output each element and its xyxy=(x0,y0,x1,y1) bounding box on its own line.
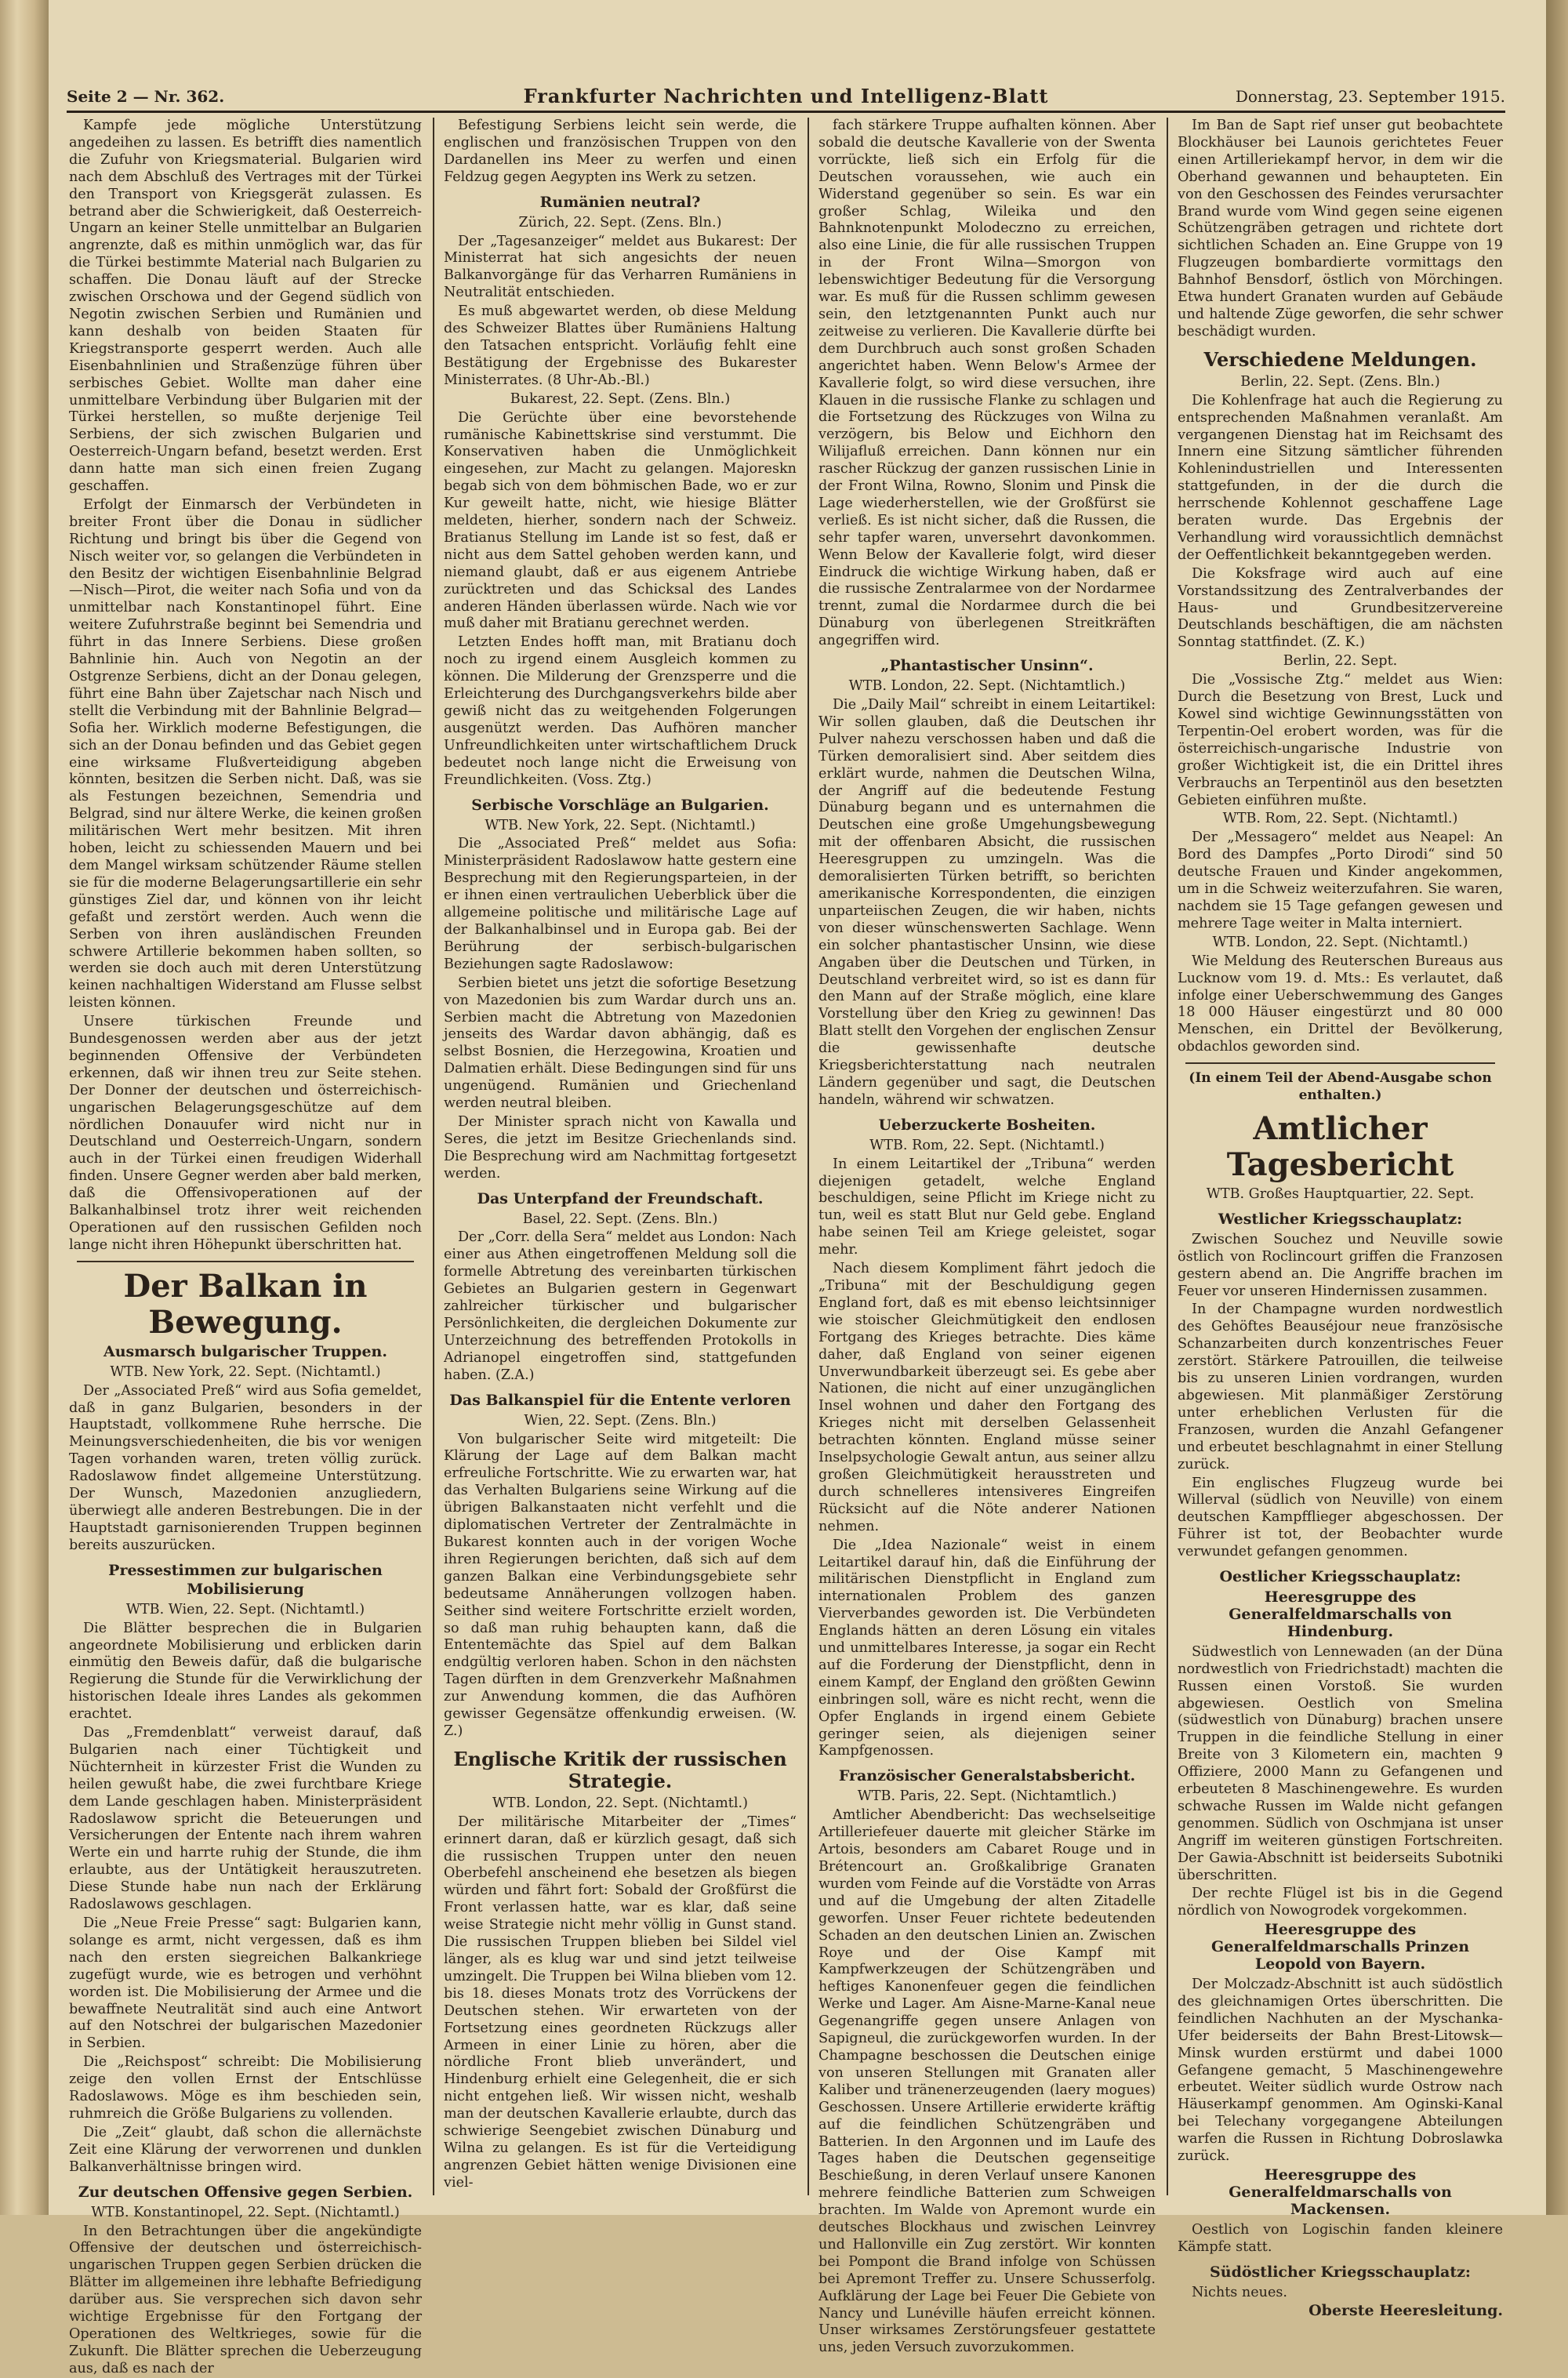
paragraph: Es muß abgewartet werden, ob diese Meldung des Schweizer Blattes über Rumäniens Haltung den Tatsachen entspricht. Vorläufig fehlt eine Bestätigung der Ergebnisse des Bukarester Ministerrates. (8 Uhr-Ab.-Bl.) xyxy=(444,303,797,388)
dateline: Basel, 22. Sept. (Zens. Bln.) xyxy=(522,1211,718,1227)
dateline: WTB. New York, 22. Sept. (Nichtamtl.) xyxy=(485,817,756,833)
paragraph: In einem Leitartikel der „Tribuna“ werden diejenigen getadelt, welche England beschuldigen, seine Pflicht im Kriege nicht zu tun, weil es statt Blut nur Geld gebe. England habe seinen Teil am Kriege geleistet, sogar mehr. xyxy=(818,1156,1156,1258)
paragraph: Zwischen Souchez und Neuville sowie östlich von Roclincourt griffen die Franzosen gestern abend an. Die Angriffe brachen im Feuer vor unseren Hindernissen zusammen. xyxy=(1178,1231,1503,1299)
paragraph: Das „Fremdenblatt“ verweist darauf, daß Bulgarien nach einer Tüchtigkeit und Nüchternheit in kürzester Frist die Wunden zu heilen gewußt habe, die zwei furchtbare Kriege dem Lande geschlagen haben. Ministerpräsident Radoslawow spricht die Beteuerungen und Versicherungen der Entente nach ihrem wahren Werte ein und harrte ruhig der Stunde, die ihm erlaubte, aus der Untätigkeit herauszutreten. Diese Stunde habe nun nach der Erklärung Radoslawows geschlagen. xyxy=(69,1725,422,1913)
paragraph: Die Blätter besprechen die in Bulgarien angeordnete Mobilisierung und erblicken darin einmütig den Beweis dafür, daß die bulgarische Regierung die Stunde für die Verwirklichung der historischen Ideale ihres Landes als gekommen erachtet. xyxy=(69,1620,422,1723)
paragraph: Der rechte Flügel ist bis in die Gegend nördlich von Nowogrodek vorgekommen. xyxy=(1178,1886,1503,1919)
dateline: WTB. Konstantinopel, 22. Sept. (Nichtamtl.) xyxy=(91,2204,400,2220)
paragraph: Der Molczadz-Abschnitt ist auch südöstlich des gleichnamigen Ortes überschritten. Die feindlichen Nachhuten an der Myschanka-Ufer beiderseits der Bahn Brest-Litowsk—Minsk wurden erstürmt und dabei 1000 Gefangene gemacht, 5 Maschinengewehre erbeutet. Weiter südlich wurde Ostrow nach Häuserkampf genommen. Am Oginski-Kanal bei Telechany vorgegangene Abteilungen warfen die Russen in Richtung Dobroslawka zurück. xyxy=(1178,1977,1503,2165)
paragraph: Der „Messagero“ meldet aus Neapel: An Bord des Dampfes „Porto Dirodi“ sind 50 deutsche Frauen und Kinder angekommen, um in die Schweiz weiterzufahren. Sie waren, nachdem sie 15 Tage gefangen gewesen und mehrere Tage weiter in Malta interniert. xyxy=(1178,830,1503,931)
section-heading: Rumänien neutral? xyxy=(539,193,701,211)
column-1 xyxy=(69,118,422,2376)
section-heading: Westlicher Kriegsschauplatz: xyxy=(1218,1210,1463,1228)
dateline: WTB. New York, 22. Sept. (Nichtamtl.) xyxy=(110,1363,381,1380)
dateline: WTB. Rom, 22. Sept. (Nichtamtl.) xyxy=(1222,811,1458,827)
paragraph: Südwestlich von Lennewaden (an der Düna nordwestlich von Friedrichstadt) machten die Russen einen Vorstoß. Sie wurden abgewiesen. Oestlich von Smelina (südwestlich von Dünaburg) brachen unsere Truppen in die feindliche Stellung in einer Breite von 3 Kilometern ein, machten 9 Offiziere, 2000 Mann zu Gefangenen und erbeuteten 8 Maschinengewehre. Es wurden schwache Russen im Walde nicht gefangen genommen. Südlich von Oschmjana ist unser Angriff im weiteren günstigen Fortschreiten. Der Gawia-Abschnitt ist beiderseits Subotniki überschritten. xyxy=(1178,1643,1503,1883)
column-rule xyxy=(1167,118,1168,2195)
paragraph: Die „Vossische Ztg.“ meldet aus Wien: Durch die Besetzung von Brest, Luck und Kowel sind wichtige Gewinnungsstätten von Terpentin-Oel erobert worden, was für die österreichisch-ungarische Industrie von großer Wichtigkeit ist, die ein Drittel ihres Verbrauchs an Terpentinöl aus den besetzten Gebieten einführen mußte. xyxy=(1178,672,1503,808)
headline-tagesbericht: Amtlicher Tagesbericht xyxy=(1226,1109,1454,1183)
dateline: WTB. Wien, 22. Sept. (Nichtamtl.) xyxy=(125,1601,365,1617)
paragraph: In den Betrachtungen über die angekündigte Offensive der deutschen und österreichisch-ungarischen Truppen gegen Serbien drücken die Blätter im allgemeinen ihre lebhafte Befriedigung darüber aus. Sie versprechen sich davon sehr wichtige Ergebnisse für den Fortgang der Operationen des Weltkrieges, sowie für die Zukunft. Die Blätter sprechen die Ueberzeugung aus, daß es nach der xyxy=(69,2223,422,2376)
paragraph: Wie Meldung des Reuterschen Bureaus aus Lucknow vom 19. d. Mts.: Es verlautet, daß infolge einer Ueberschwemmung des Ganges 18 000 Häuser eingestürzt und 80 000 Menschen, ein Drittel der Bevölkerung, obdachlos geworden sind. xyxy=(1178,953,1503,1055)
page-edge xyxy=(1546,0,1568,2215)
paragraph: Der „Associated Preß“ wird aus Sofia gemeldet, daß in ganz Bulgarien, besonders in der Hauptstadt, vollkommene Ruhe herrsche. Die Meinungsverschiedenheiten, die bis vor wenigen Tagen vorhanden waren, treten völlig zurück. Radoslawow findet allgemeine Unterstützung. Der Wunsch, Mazedonien anzugliedern, überwiegt alle anderen Bestrebungen. Die in der Hauptstadt garnisonierenden Truppen beginnen bereits auszurücken. xyxy=(69,1382,422,1553)
paragraph: Die „Zeit“ glaubt, daß schon die allernächste Zeit eine Klärung der verworrenen und dunklen Balkanverhältnisse bringen wird. xyxy=(69,2124,422,2175)
column-4 xyxy=(1178,118,1503,2320)
subheadline: Ausmarsch bulgarischer Truppen. xyxy=(103,1342,387,1360)
paragraph: Die „Daily Mail“ schreibt in einem Leitartikel: Wir sollen glauben, daß die Deutschen ihr Pulver nahezu verschossen haben und daß die Türken demoralisiert sind. Aber seitdem dies erklärt wurde, nahmen die Deutschen Wilna, der Angriff auf die bedeutende Festung Dünaburg begann und es unternahmen die Deutschen eine große Umgehungsbewegung mit der offenbaren Absicht, die russischen Heeresgruppen zu umzingeln. Was die demoralisierten Türken betrifft, so berichten amerikanische Korrespondenten, die einzigen unparteiischen Zeugen, die wir haben, nichts von dieser wünschenswerten Sachlage. Wenn ein solcher phantastischer Unsinn, wie diese Angaben über die Deutschen und Türken, in Deutschland verbreitet wird, so ist es dann für den Mann auf der Straße möglich, eine klare Vorstellung über den Krieg zu gewinnen! Das Blatt stellt den Vorgehen der englischen Zensur die gewissenhafte deutsche Kriegsberichterstattung nach neutralen Ländern gegenüber und sagt, die Deutschen handeln, während wir schwatzen. xyxy=(818,697,1156,1108)
paragraph: Kampfe jede mögliche Unterstützung angedeihen zu lassen. Es betrifft dies namentlich die Zufuhr von Kriegsmaterial. Bulgarien wird nach dem Abschluß des Vertrages mit der Türkei den Transport von Kriegsgerät zulassen. Es betrand aber die Schwierigkeit, daß Oesterreich-Ungarn an keiner Stelle unmittelbar an Bulgarien angrenzte, daß es mithin unmöglich war, das für die Türkei bestimmte Material nach Bulgarien zu schaffen. Die Donau läuft auf der Strecke zwischen Orschowa und der Gegend südlich von Negotin zwischen Serbien und Rumänien und kann deshalb von beiden Staaten für Kriegstransporte gesperrt werden. Auch alle Eisenbahnlinien und Straßenzüge führen über serbisches Gebiet. Wollte man daher eine unmittelbare Verbindung über Bulgarien mit der Türkei herstellen, so mußte derjenige Teil Serbiens, der sich zwischen Bulgarien und Oesterreich-Ungarn befand, besetzt werden. Erst dann hatte man sich einen freien Zugang geschaffen. xyxy=(69,118,422,495)
dateline: WTB. Paris, 22. Sept. (Nichtamtlich.) xyxy=(857,1788,1117,1805)
column-rule xyxy=(808,118,809,2195)
paragraph: Nichts neues. xyxy=(1192,2284,1288,2300)
divider xyxy=(77,1261,414,1262)
edition-note: (In einem Teil der Abend-Ausgabe schon enthalten.) xyxy=(1189,1070,1492,1104)
page-number: Seite 2 — Nr. 362. xyxy=(67,87,225,106)
paragraph: Nach diesem Kompliment fährt jedoch die „Tribuna“ mit der Beschuldigung gegen England fort, daß es mit ebenso leichtsinniger wie stoischer Gleichmütigkeit den endlosen Fortgang des Krieges betrachte. Dies käme daher, daß England von seiner eigenen Unverwundbarkeit überzeugt sei. Es gebe aber Nationen, die nicht auf einer unzugänglichen Insel wohnen und daher den Fortgang des Krieges nicht mit derselben Gelassenheit betrachten könnten. England müsse seiner Inselpsychologie Gewalt antun, aus seiner allzu großen Gleichmütigkeit herausstreten und durch schnelleres intensiveres Eingreifen Rücksicht auf die Nöte anderer Nationen nehmen. xyxy=(818,1261,1156,1534)
paragraph: Die Kohlenfrage hat auch die Regierung zu entsprechenden Maßnahmen veranlaßt. Am vergangenen Dienstag hat im Reichsamt des Innern eine Sitzung sämtlicher führenden Kohlenindustriellen und Interessenten stattgefunden, in der die durch die herrschende Kohlennot geschaffene Lage beraten wurde. Das Ergebnis der Verhandlung wird voraussichtlich demnächst der Oeffentlichkeit bekanntgegeben werden. xyxy=(1178,392,1503,563)
dateline: WTB. Großes Hauptquartier, 22. Sept. xyxy=(1206,1185,1475,1202)
signature: Oberste Heeresleitung. xyxy=(1308,2302,1503,2320)
paragraph: Amtlicher Abendbericht: Das wechselseitige Artilleriefeuer dauerte mit gleicher Stärke im Artois, besonders am Cabaret Rouge und in Brétencourt an. Großkalibrige Granaten wurden vom Feinde auf die Vorstädte von Arras und auf die Umgebung der alten Zitadelle geworfen. Unser Feuer richtete bedeutenden Schaden an den deutschen Linien an. Zwischen Roye und der Oise Kampf mit Kampfwerkzeugen der Schützengräben und heftiges Kanonenfeuer gegen die feindlichen Werke und Lager. Am Aisne-Marne-Kanal neue Gegenangriffe gegen unsere Anlagen von Sapigneul, die zurückgeworfen wurden. In der Champagne beschossen die Deutschen einige von unseren Stellungen mit Granaten aller Kaliber und tränenerzeugenden (laery mogues) Geschossen. Unsere Artillerie erwiderte kräftig auf die feindlichen Schützengräben und Batterien. In den Argonnen und im Laufe des Tages haben die Deutschen gegenseitige Beschießung, in deren Verlauf unsere Kanonen mehrere feindliche Batterien zum Schweigen brachten. Im Walde von Apremont wurde ein deutsches Blockhaus und zwischen Leinvrey und Hallonville ein Zug zerstört. Wir konnten bei Pompont die Brand infolge von Schüssen bei Apremont Treffer zu. Unsere Schusserfolg. Aufklärung der Lage bei Feuer Die Gebiete von Nancy und Lunéville häufen erreicht können. Unser wirksames Zerstörungsfeuer gestattete uns, jeden Versuch zuvorzukommen. xyxy=(818,1807,1156,2356)
paragraph: Die Gerüchte über eine bevorstehende rumänische Kabinettskrise sind verstummt. Die Konservativen haben die Unmöglichkeit eingesehen, zur Macht zu gelangen. Majoreskn begab sich von dem böhmischen Bade, wo er zur Kur geweilt hatte, nicht, wie hiesige Blätter meldeten, hierher, sondern nach der Schweiz. Bratianus Stellung im Lande ist so fest, daß er nicht aus dem Sattel gehoben werden kann, und niemand glaubt, daß er aus eigenem Antriebe zurücktreten und das Schicksal des Landes anderen Händen überlassen würde. Nach wie vor muß daher mit Bratianu gerechnet werden. xyxy=(444,409,797,632)
paragraph: Ein englisches Flugzeug wurde bei Willerval (südlich von Neuville) von einem deutschen Kampfflieger abgeschossen. Der Führer ist tot, der Beobachter wurde verwundet gefangen genommen. xyxy=(1178,1475,1503,1560)
headline-balkan: Der Balkan in Bewegung. xyxy=(123,1267,368,1341)
paragraph: Letzten Endes hofft man, mit Bratianu doch noch zu irgend einem Ausgleich kommen zu können. Die Milderung der Grenzsperre und die Erleichterung des Durchgangsverkehrs bilde aber gewiß nicht das zu weitgehenden Folgerungen ausgenützt werden. Das Aufhören mancher Unfreundlichkeiten unter wirtschaftlichem Druck bedeutet noch lange nicht die Erweisung von Freundlichkeiten. (Voss. Ztg.) xyxy=(444,634,797,788)
headline-kritik: Englische Kritik der russischen Strategie. xyxy=(453,1747,787,1792)
paragraph: Unsere türkischen Freunde und Bundesgenossen werden aber aus der jetzt beginnenden Offensive der Verbündeten erkennen, daß wir ihnen treu zur Seite stehen. Der Donner der deutschen und österreichisch-ungarischen Belagerungsgeschütze auf dem nördlichen Donauufer wird nicht nur in Deutschland und Oesterreich-Ungarn, sondern auch in der Türkei einen freudigen Widerhall finden. Unsere Gegner werden aber bald merken, daß die Offensivoperationen auf der Balkanhalbinsel trotz ihrer weit reichenden Operationen auf den russischen Gefilden noch lange nicht ihren Höhepunkt überschritten hat. xyxy=(69,1014,422,1253)
paragraph: Von bulgarischer Seite wird mitgeteilt: Die Klärung der Lage auf dem Balkan macht erfreuliche Fortschritte. Wie zu erwarten war, hat das Verhalten Bulgariens seine Wirkung auf die übrigen Balkanstaaten nicht verfehlt und die diplomatischen Vertreter der Zentralmächte in Bukarest konnten auch in der vorigen Woche ihren Regierungen berichten, daß sich auf dem ganzen Balkan eine Verbindungsgebiete sehr bedeutsame Annäherungen vollzogen haben. Seither sind weitere Fortschritte erzielt worden, so daß man ruhig behaupten kann, daß die Ententemächte das Spiel auf dem Balkan endgültig verloren haben. Schon in den nächsten Tagen dürften in dem Grenzverkehr Maßnahmen zur Anwendung kommen, die das Aufhören gewisser Gegensätze offenkundig erweisen. (W. Z.) xyxy=(444,1431,797,1739)
paragraph: Oestlich von Logischin fanden kleinere Kämpfe statt. xyxy=(1178,2221,1503,2255)
section-heading: Verschiedene Meldungen. xyxy=(1203,347,1477,371)
paragraph: Im Ban de Sapt rief unser gut beobachtete Blockhäuser bei Launois gerichtetes Feuer einen Artilleriekampf hervor, in dem wir die Oberhand gewannen und behaupteten. Ein von den Geschossen des Feindes verursachter Brand wurde vom Wind gegen seine eigenen Schützengräben getragen und richtete dort sichtlichen Schaden an. Eine Gruppe von 19 Flugzeugen bombardierte vormittags den Bahnhof Bensdorf, östlich von Mörchingen. Etwa hundert Granaten wurden auf Gebäude und haltende Züge geworfen, die sehr schwer beschädigt wurden. xyxy=(1178,118,1503,339)
paragraph: fach stärkere Truppe aufhalten können. Aber sobald die deutsche Kavallerie von der Swenta vorrückte, ließ sich ein Erfolg für die Deutschen voraussehen, wie auch ein Widerstand gegenüber so sein. Es war ein großer Schlag, Wileika und den Bahnknotenpunkt Molodeczno zu erreichen, also eine Linie, die für alle russischen Truppen in der Front Wilna—Smorgon von lebenswichtiger Bedeutung für die Versorgung war. Es muß für die Russen schlimm gewesen sein, den letztgenannten Punkt auch nur zeitweise zu verlieren. Die Kavallerie dürfte bei dem Durchbruch auch sonst großen Schaden angerichtet haben. Wenn Below's Armee der Kavallerie folgt, so wird diese versuchen, ihre Klauen in die russische Flanke zu schlagen und die Fortsetzung des Rückzuges von Wilna zu verzögern, bis Below und Eichhorn den Wilijafluß erreichen. Dann können nur ein rascher Rückzug der ganzen russischen Linie in der Front Wilna, Rowno, Slonim und Pinsk die Lage wiederherstellen, wie der Großfürst sie verließ. Es ist nicht sicher, daß die Russen, die sehr tapfer waren, unversehrt davonkommen. Wenn Below der Kavallerie folgt, wird dieser Eindruck die wichtige Wirkung haben, daß er die russische Zentralarmee von der Nordarmee trennt, zumal die Nordarmee durch die bei Dünaburg von überlegenen Streitkräften angegriffen wird. xyxy=(818,118,1156,649)
book-binding xyxy=(0,0,49,2215)
newspaper-title: Frankfurter Nachrichten und Intelligenz-Blatt xyxy=(523,85,1049,107)
paragraph: Die „Reichspost“ schreibt: Die Mobilisierung zeige den vollen Ernst der Entschlüsse Radoslawows. Möge es ihm beschieden sein, ruhmreich die Größe Bulgariens zu vollenden. xyxy=(69,2054,422,2122)
paragraph: Der militärische Mitarbeiter der „Times“ erinnert daran, daß er kürzlich gesagt, daß sich die russischen Truppen unter den neuen Oberbefehl anscheinend ehe besetzen als biegen würden und fährt fort: Sobald der Großfürst die Front verlassen hatte, war es klar, daß seine weise Strategie nicht mehr völlig in Gunst stand. Die russischen Truppen blieben bei Sildel viel länger, als es klug war und sind jetzt teilweise umzingelt. Die Truppen bei Wilna blieben vom 12. bis 18. dieses Monats trotz des Vorrückens der Deutschen stehen. Wir erwarteten von der Fortsetzung eines geordneten Rückzugs aller Armeen in einer Linie zu hören, aber die nördliche Front blieb unverändert, und Hindenburg erhielt eine Gelegenheit, die er sich nicht entgehen ließ. Wir wissen nicht, weshalb man der deutschen Kavallerie erlaubte, durch das schwierige Seengebiet zwischen Dünaburg und Wilna zu gelangen. Es ist für die Verteidigung angrenzen Gebiet hätten wenige Divisionen eine viel- xyxy=(444,1813,797,2191)
subheadline: Heeresgruppe des Generalfeldmarschalls von Hindenburg. xyxy=(1229,1588,1452,1640)
paragraph: Der „Corr. della Sera“ meldet aus London: Nach einer aus Athen eingetroffenen Meldung soll die formelle Abtretung des vereinbarten türkischen Gebietes an Bulgarien gestern in Gegenwart zahlreicher türkischer und bulgarischer Persönlichkeiten, die dergleichen Dokumente zur Unterzeichnung des betreffenden Protokolls in Adrianopel eingetroffen sind, stattgefunden haben. (Z.A.) xyxy=(444,1229,797,1383)
divider xyxy=(1185,1062,1495,1064)
dateline: Berlin, 22. Sept. xyxy=(1283,653,1398,670)
section-heading: „Phantastischer Unsinn“. xyxy=(880,657,1094,675)
section-heading: Französischer Generalstabsbericht. xyxy=(838,1767,1136,1785)
section-heading: Südöstlicher Kriegsschauplatz: xyxy=(1210,2263,1471,2281)
dateline: Wien, 22. Sept. (Zens. Bln.) xyxy=(524,1412,717,1429)
subheadline: Heeresgruppe des Generalfeldmarschalls von Mackensen. xyxy=(1229,2166,1452,2218)
paragraph: Die „Associated Preß“ meldet aus Sofia: Ministerpräsident Radoslawow hatte gestern eine Besprechung mit den Regierungsparteien, in der er ihnen einen vertraulichen Ueberblick über die allgemeine politische und militärische Lage auf der Balkanhalbinsel und in Europa gab. Bei der Berührung der serbisch-bulgarischen Beziehungen sagte Radoslawow: xyxy=(444,836,797,972)
section-heading: Das Balkanspiel für die Entente verloren xyxy=(449,1391,791,1409)
dateline: Berlin, 22. Sept. (Zens. Bln.) xyxy=(1240,373,1440,390)
paragraph: Der „Tagesanzeiger“ meldet aus Bukarest: Der Ministerrat hat sich angesichts der neuen Balkanvorgänge für das Verharren Rumäniens in Neutralität entschieden. xyxy=(444,233,797,301)
paragraph: Befestigung Serbiens leicht sein werde, die englischen und französischen Truppen von den Dardanellen ins Meer zu werfen und einen Feldzug gegen Aegypten ins Werk zu setzen. xyxy=(444,118,797,185)
section-heading: Zur deutschen Offensive gegen Serbien. xyxy=(78,2183,413,2201)
paragraph: Erfolgt der Einmarsch der Verbündeten in breiter Front über die Donau in südlicher Richtung und bringt bis über die Gegend von Nisch weiter vor, so gelangen die Verbündeten in den Besitz der wichtigen Eisenbahnlinie Belgrad—Nisch—Pirot, die weiter nach Sofia und von da unmittelbar nach Konstantinopel führt. Eine weitere Zufuhrstraße beginnt bei Semendria und führt in das Innere Serbiens. Diese großen Bahnlinie hin. Auch von Negotin an der Ostgrenze Serbiens, dicht an der Donau gelegen, führt eine Bahn über Zajetschar nach Nisch und stellt die Verbindung mit der Bahnlinie Belgrad—Sofia her. Wirklich moderne Befestigungen, die sich an der Donau befinden und das Gebiet gegen eine wirksame Flußverteidigung abgeben könnten, besitzen die Serben nicht. Daß, was sie als Festungen bezeichnen, Semendria und Belgrad, sind nur ältere Werke, die keinen großen militärischen Wert mehr besitzen. Mit ihren hoben, leicht zu schiessenden Mauern und bei dem Mangel wirksam schützender Räume stellen sie für die moderne Belagerungsartillerie ein sehr günstiges Ziel dar, und können von ihr leicht gefaßt und zerstört werden. Auch wenn die Serben von ihren ausländischen Freunden schwere Artillerie bekommen haben sollten, so werden sie doch auch mit deren Unterstützung keinen nachhaltigen Widerstand am Flusse selbst leisten können. xyxy=(69,496,422,1011)
paragraph: Die Koksfrage wird auch auf eine Vorstandssitzung des Zentralverbandes der Haus- und Grundbesitzervereine Deutschlands beschäftigen, die am nächsten Sonntag stattfindet. (Z. K.) xyxy=(1178,565,1503,651)
paragraph: Serbien bietet uns jetzt die sofortige Besetzung von Mazedonien bis zum Wardar durch uns an. Serbien macht die Abtretung von Mazedonien jenseits des Wardar davon abhängig, daß es selbst Bosnien, die Herzegowina, Kroatien und Dalmatien erhält. Diese Bedingungen sind für uns ungenügend. Rumänien und Griechenland werden neutral bleiben. xyxy=(444,975,797,1112)
paragraph: Die „Neue Freie Presse“ sagt: Bulgarien kann, solange es armt, nicht vergessen, daß es ihm nach den ersten siegreichen Balkankriege zugefügt wurde, wie es betrogen und verhöhnt worden ist. Die Mobilisierung der Armee und die bewaffnete Neutralität sind auch eine Antwort auf den Notschrei der bulgarischen Mazedonier in Serbien. xyxy=(69,1915,422,2052)
section-heading: Serbische Vorschläge an Bulgarien. xyxy=(471,796,769,814)
issue-date: Donnerstag, 23. September 1915. xyxy=(1235,87,1505,106)
masthead xyxy=(67,82,1505,113)
paragraph: Die „Idea Nazionale“ weist in einem Leitartikel darauf hin, daß die Einführung der militärischen Dienstpflicht in England zum internationalen Problem des ganzen Vierverbandes geworden ist. Die Verbündeten Englands hätten an deren Lösung ein vitales und unmittelbares Interesse, ja sogar ein Recht auf die Forderung der Dienstpflicht, denn in einem Kampf, der England den größten Gewinn einbringen soll, wäre es nicht recht, wenn die Opfer Englands in irgend einem Gebiete geringer seien, als diejenigen seiner Kampfgenossen. xyxy=(818,1537,1156,1759)
section-heading: Ueberzuckerte Bosheiten. xyxy=(878,1116,1096,1134)
dateline: Zürich, 22. Sept. (Zens. Bln.) xyxy=(518,214,722,231)
paragraph: In der Champagne wurden nordwestlich des Gehöftes Beauséjour neue französische Schanzarbeiten durch konzentrisches Feuer zerstört. Stärkere Patrouillen, die teilweise bis zu unseren Linien vordrangen, wurden abgewiesen. Mit planmäßiger Zerstörung unter erheblichen Verlusten für die Franzosen, wurden die Anzahl Gefangener und erbeutet beschlagnahmt in einer Stellung zurück. xyxy=(1178,1302,1503,1472)
dateline: WTB. London, 22. Sept. (Nichtamtl.) xyxy=(492,1795,748,1811)
section-heading: Pressestimmen zur bulgarischen Mobilisierung xyxy=(108,1561,383,1598)
dateline: WTB. London, 22. Sept. (Nichtamtlich.) xyxy=(848,678,1126,695)
dateline: WTB. London, 22. Sept. (Nichtamtl.) xyxy=(1212,934,1468,950)
column-rule xyxy=(433,118,434,2195)
section-heading: Das Unterpfand der Freundschaft. xyxy=(477,1189,764,1207)
subheadline: Heeresgruppe des Generalfeldmarschalls Prinzen Leopold von Bayern. xyxy=(1210,1921,1470,1973)
section-heading: Oestlicher Kriegsschauplatz: xyxy=(1219,1568,1461,1586)
column-3 xyxy=(818,118,1156,2356)
paragraph: Der Minister sprach nicht von Kawalla und Seres, die jetzt im Besitze Griechenlands sind. Die Besprechung wird am Nachmittag fortgesetzt werden. xyxy=(444,1113,797,1182)
dateline: Bukarest, 22. Sept. (Zens. Bln.) xyxy=(510,390,731,407)
dateline: WTB. Rom, 22. Sept. (Nichtamtl.) xyxy=(869,1137,1105,1153)
column-2 xyxy=(444,118,797,2195)
